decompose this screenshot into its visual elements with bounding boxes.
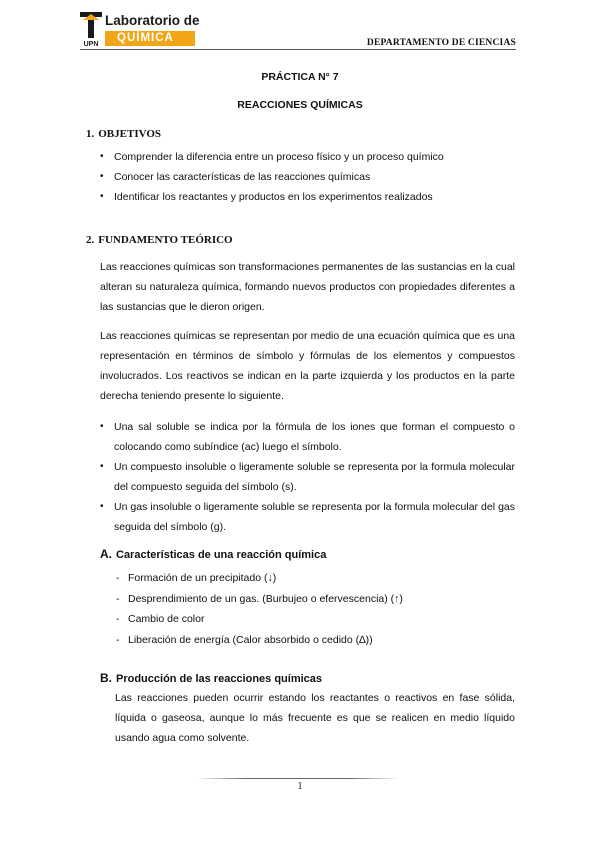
practice-title: PRÁCTICA N° 7 [261,71,339,83]
theory-paragraph-1: Las reacciones químicas son transformaciones permanentes de las sustancias en la cual alteran su naturaleza química, formando nuevos productos con propiedades diferentes a las sustancias que le dieron origen. [100,261,515,313]
characteristic-item: - Desprendimiento de un gas. (Burbujeo o efervescencia) (↑) [116,589,403,610]
equation-rule-item: • Un gas insoluble o ligeramente soluble se representa por la formula molecular del gas seguida del símbolo (g). [100,497,515,537]
objectives-title: OBJETIVOS [98,128,161,140]
characteristic-item: - Formación de un precipitado (↓) [116,568,403,589]
section-b-letter: B. [100,671,112,685]
characteristic-item: - Liberación de energía (Calor absorbido o cedido (∆)) [116,630,403,651]
objectives-heading [86,128,161,140]
section-a-letter: A. [100,547,112,561]
characteristic-item: - Cambio de color [116,609,403,630]
footer-divider [195,778,400,779]
equation-rule-item: • Una sal soluble se indica por la fórmula de los iones que forman el compuesto o colocando como subíndice (ac) luego el símbolo. [100,417,515,457]
objectives-number: 1. [86,128,95,140]
theory-title: FUNDAMENTO TEÓRICO [98,234,233,246]
objective-item: • Comprender la diferencia entre un proceso físico y un proceso químico [100,147,444,167]
equation-rules-list [100,417,515,537]
page-number: 1 [297,781,303,792]
section-a-title: Características de una reacción química [116,549,327,561]
section-b-title: Producción de las reacciones químicas [116,673,323,685]
reaction-characteristics-list [116,568,403,650]
lab-logo [80,12,210,48]
upn-logo-icon [80,12,102,48]
logo-title: Laboratorio de [105,13,200,28]
objectives-list [100,147,444,207]
logo-subtitle: QUÍMICA [105,31,195,46]
svg-text:UPN: UPN [83,41,99,48]
theory-heading [86,234,233,246]
section-b-heading [100,671,322,685]
objective-item: • Identificar los reactantes y productos en los experimentos realizados [100,187,444,207]
department-name: DEPARTAMENTO DE CIENCIAS [366,38,516,48]
header-divider [80,49,516,50]
theory-number: 2. [86,234,95,246]
objective-item: • Conocer las características de las reacciones químicas [100,167,444,187]
equation-rule-item: • Un compuesto insoluble o ligeramente soluble se representa por la formula molecular del compuesto seguida del símbolo (s). [100,457,515,497]
section-b-paragraph: Las reacciones pueden ocurrir estando los reactantes o reactivos en fase sólida, líquida o gaseosa, aunque lo más frecuente es que se realicen en medio líquido usando agua como solvente. [115,692,515,744]
practice-subtitle: REACCIONES QUÍMICAS [237,99,363,111]
theory-paragraph-2: Las reacciones químicas se representan por medio de una ecuación química que es una representación en términos de símbolo y fórmulas de los elementos y compuestos involucrados. Los reactivos se indican en la parte izquierda y los productos en la parte derecha teniendo presente lo siguiente. [100,330,515,402]
section-a-heading [100,547,326,561]
